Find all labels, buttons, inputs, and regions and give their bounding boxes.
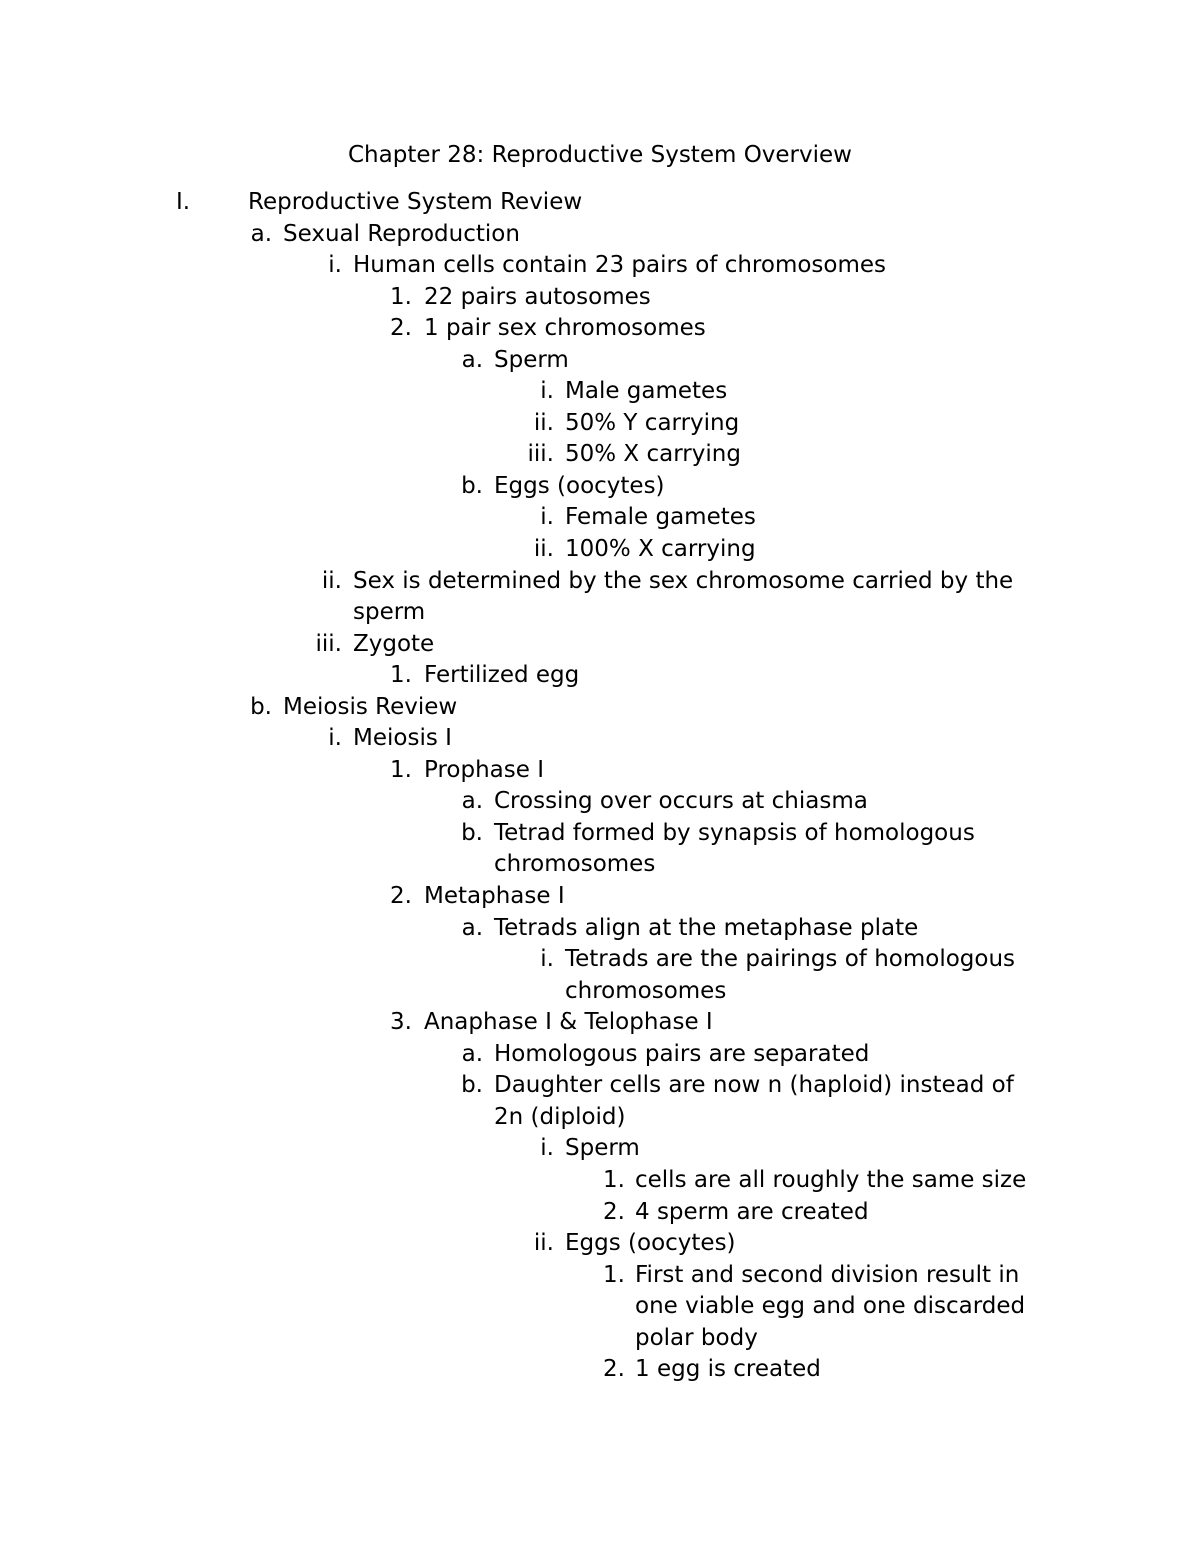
page-title: Chapter 28: Reproductive System Overview	[348, 142, 852, 168]
outline-text: Reproductive System Review	[248, 189, 583, 215]
outline-item	[0, 597, 1200, 629]
outline-marker: 2.	[603, 1198, 625, 1225]
outline-item	[0, 660, 1200, 692]
outline-item	[0, 1354, 1200, 1386]
outline-item	[0, 723, 1200, 755]
outline-text: cells are all roughly the same size	[635, 1166, 1027, 1193]
outline-text: chromosomes	[565, 977, 727, 1004]
outline-item	[0, 944, 1200, 976]
outline-item	[0, 849, 1200, 881]
outline-marker: a.	[461, 788, 483, 815]
outline-item	[0, 1165, 1200, 1197]
outline-marker: iii.	[315, 630, 342, 657]
outline-marker: a.	[461, 914, 483, 941]
outline-item	[0, 1228, 1200, 1260]
outline-text: Female gametes	[565, 504, 756, 531]
outline-marker: 1.	[390, 662, 412, 689]
outline-marker: 1.	[603, 1261, 625, 1288]
outline-marker: a.	[461, 1040, 483, 1067]
outline-list	[0, 187, 1200, 1386]
outline-marker: i.	[328, 725, 342, 752]
outline-text: Sperm	[565, 1135, 640, 1162]
outline-item	[0, 1070, 1200, 1102]
outline-text: Tetrads align at the metaphase plate	[494, 914, 919, 941]
outline-marker: i.	[540, 946, 554, 973]
outline-text: Anaphase I & Telophase I	[424, 1009, 713, 1036]
outline-marker: b.	[461, 819, 483, 846]
outline-item	[0, 471, 1200, 503]
outline-text: Male gametes	[565, 378, 728, 405]
outline-marker: 1.	[390, 756, 412, 783]
outline-item	[0, 1291, 1200, 1323]
outline-text: Meiosis Review	[283, 693, 458, 720]
outline-item	[0, 1323, 1200, 1355]
outline-text: Prophase I	[424, 756, 544, 783]
outline-marker: a.	[461, 346, 483, 373]
outline-item	[0, 1133, 1200, 1165]
outline-item	[0, 976, 1200, 1008]
outline-text: Human cells contain 23 pairs of chromosomes	[353, 252, 887, 279]
outline-marker: 3.	[390, 1009, 412, 1036]
outline-marker: 1.	[390, 283, 412, 310]
outline-text: Fertilized egg	[424, 662, 580, 689]
outline-text: Daughter cells are now n (haploid) instead of	[494, 1072, 1014, 1099]
outline-marker: ii.	[533, 1230, 554, 1257]
outline-item	[0, 408, 1200, 440]
outline-item	[0, 282, 1200, 314]
outline-marker: i.	[540, 504, 554, 531]
outline-marker: b.	[250, 693, 272, 720]
outline-text: Zygote	[353, 630, 435, 657]
outline-text: one viable egg and one discarded	[635, 1293, 1026, 1320]
outline-marker: ii.	[533, 536, 554, 563]
outline-item	[0, 439, 1200, 471]
outline-marker: iii.	[527, 441, 554, 468]
outline-text: 1 egg is created	[635, 1356, 821, 1383]
outline-item	[0, 187, 1200, 219]
outline-text: 100% X carrying	[565, 536, 756, 563]
outline-marker: ii.	[321, 567, 342, 594]
outline-text: polar body	[635, 1324, 758, 1351]
outline-marker: 1.	[603, 1166, 625, 1193]
outline-text: Homologous pairs are separated	[494, 1040, 870, 1067]
outline-item	[0, 1197, 1200, 1229]
outline-item	[0, 818, 1200, 850]
outline-text: Eggs (oocytes)	[494, 472, 665, 499]
outline-item	[0, 1102, 1200, 1134]
outline-text: Sex is determined by the sex chromosome carried by the	[353, 567, 1014, 594]
outline-item	[0, 881, 1200, 913]
outline-marker: a.	[250, 220, 272, 247]
outline-item	[0, 629, 1200, 661]
outline-text: 2n (diploid)	[494, 1103, 626, 1130]
outline-text: Tetrads are the pairings of homologous	[565, 946, 1016, 973]
outline-item	[0, 755, 1200, 787]
outline-text: chromosomes	[494, 851, 656, 878]
outline-item	[0, 692, 1200, 724]
outline-marker: b.	[461, 1072, 483, 1099]
outline-item	[0, 913, 1200, 945]
outline-text: 22 pairs autosomes	[424, 283, 651, 310]
outline-text: First and second division result in	[635, 1261, 1020, 1288]
outline-marker: ii.	[533, 409, 554, 436]
outline-text: 1 pair sex chromosomes	[424, 315, 706, 342]
outline-marker: I.	[176, 189, 191, 215]
outline-item	[0, 566, 1200, 598]
outline-item	[0, 219, 1200, 251]
outline-text: 50% Y carrying	[565, 409, 740, 436]
outline-text: Metaphase I	[424, 883, 565, 910]
outline-text: Eggs (oocytes)	[565, 1230, 736, 1257]
outline-item	[0, 1007, 1200, 1039]
outline-text: 4 sperm are created	[635, 1198, 869, 1225]
outline-marker: i.	[328, 252, 342, 279]
outline-item	[0, 502, 1200, 534]
outline-text: 50% X carrying	[565, 441, 741, 468]
outline-text: Meiosis I	[353, 725, 452, 752]
outline-item	[0, 313, 1200, 345]
outline-marker: 2.	[390, 883, 412, 910]
outline-marker: 2.	[390, 315, 412, 342]
outline-text: Sexual Reproduction	[283, 220, 520, 247]
outline-item	[0, 786, 1200, 818]
outline-marker: i.	[540, 378, 554, 405]
outline-item	[0, 1260, 1200, 1292]
outline-item	[0, 250, 1200, 282]
outline-text: Crossing over occurs at chiasma	[494, 788, 868, 815]
outline-item	[0, 1039, 1200, 1071]
outline-marker: i.	[540, 1135, 554, 1162]
outline-marker: 2.	[603, 1356, 625, 1383]
outline-marker: b.	[461, 472, 483, 499]
outline-item	[0, 345, 1200, 377]
outline-item	[0, 376, 1200, 408]
outline-item	[0, 534, 1200, 566]
outline-text: Tetrad formed by synapsis of homologous	[494, 819, 975, 846]
outline-text: sperm	[353, 599, 426, 626]
outline-text: Sperm	[494, 346, 569, 373]
